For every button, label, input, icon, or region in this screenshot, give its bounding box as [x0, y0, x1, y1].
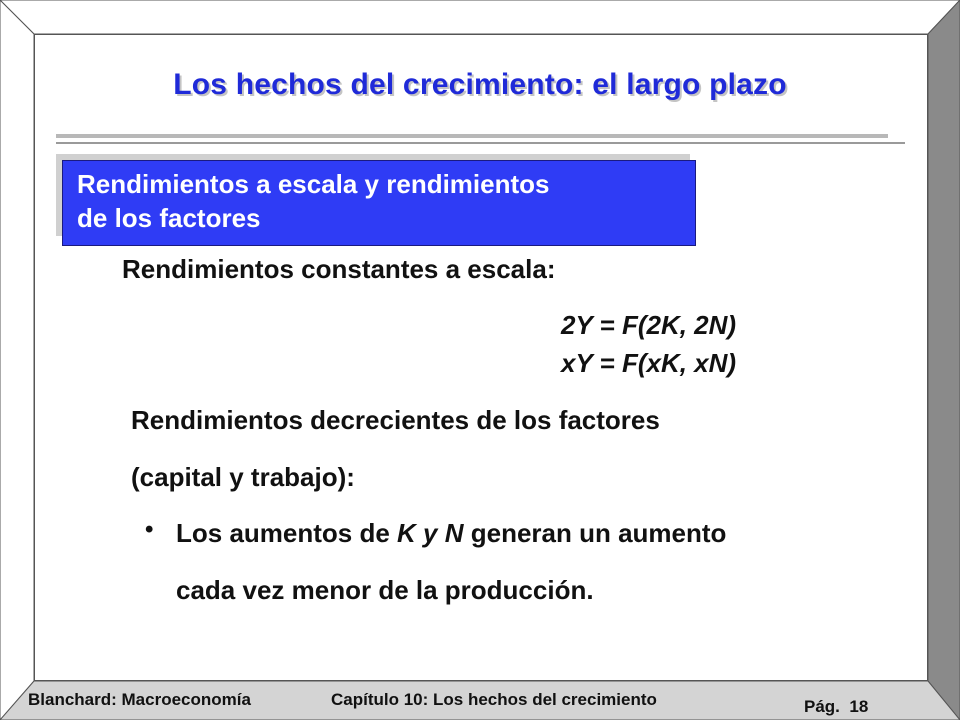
slide-title: Los hechos del crecimiento: el largo plazo	[173, 68, 787, 101]
constant-returns-heading: Rendimientos constantes a escala:	[122, 254, 556, 284]
topic-box-line-2: de los factores	[77, 203, 261, 233]
equation-2y: 2Y = F(2K, 2N)	[561, 310, 737, 340]
bullet-suffix: generan un aumento	[463, 518, 727, 548]
bullet-marker: •	[145, 516, 154, 543]
bullet-prefix: Los aumentos de	[176, 518, 398, 548]
equation-xy: xY = F(xK, xN)	[561, 348, 737, 378]
title-rule-thin	[56, 142, 905, 144]
bullet-italic-variables: K y N	[397, 518, 464, 548]
title-rule-thick	[56, 134, 888, 138]
bullet-line-1	[176, 518, 726, 549]
decreasing-returns-line-2: (capital y trabajo):	[131, 462, 355, 492]
footer-page-number: 18	[849, 697, 869, 716]
footer-chapter: Capítulo 10: Los hechos del crecimiento	[331, 690, 657, 709]
bullet-line-2: cada vez menor de la producción.	[176, 575, 594, 605]
footer-page	[804, 697, 868, 717]
topic-box-line-1: Rendimientos a escala y rendimientos	[77, 169, 550, 199]
decreasing-returns-line-1: Rendimientos decrecientes de los factores	[131, 405, 660, 435]
topic-box	[62, 160, 696, 246]
footer-book: Blanchard: Macroeconomía	[28, 690, 251, 709]
footer-page-label: Pág.	[804, 697, 840, 716]
